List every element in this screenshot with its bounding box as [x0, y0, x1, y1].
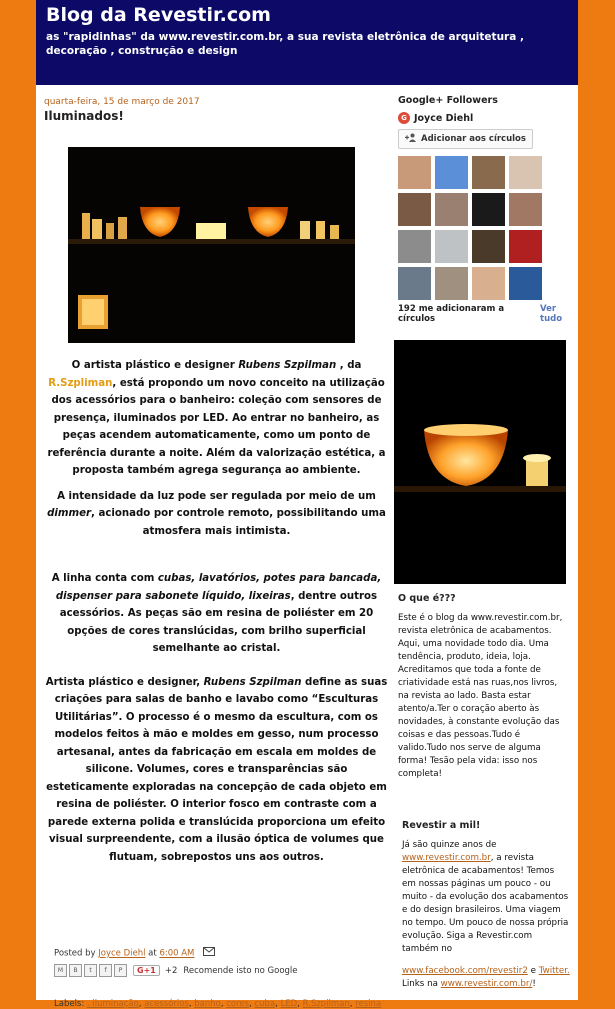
add-to-circles-button[interactable]: [398, 129, 533, 149]
label-link[interactable]: . iluminação: [86, 999, 139, 1009]
mil-text-d: Links na: [402, 979, 441, 989]
follower-avatar[interactable]: [472, 156, 505, 189]
followers-title: Google+ Followers: [398, 95, 498, 106]
label-link[interactable]: banho: [194, 999, 221, 1009]
see-all-link[interactable]: Ver tudo: [540, 304, 563, 324]
mil-text-c: e: [527, 966, 539, 976]
blog-description: as "rapidinhas" da www.revestir.com.br, a sua revista eletrônica de arquitetura , decoração , construção e design: [46, 31, 524, 57]
google-plus-icon: G: [398, 112, 410, 124]
p2-text-b: , acionado por controle remoto, possibilitando uma atmosfera mais intimista.: [91, 508, 386, 537]
post-date: quarta-feira, 15 de março de 2017: [44, 97, 200, 107]
follower-avatar[interactable]: [472, 230, 505, 263]
facebook-link[interactable]: www.facebook.com/revestir2: [402, 966, 528, 976]
user-name[interactable]: Joyce Diehl: [414, 112, 474, 124]
p4-text-b: define as suas criações para salas de banho e lavabo como “Esculturas Utilitárias”. O processo é o mesmo da escultura, com os modelos feitos à mão e moldes em gesso, num processo artesanal, antes da fabricação em escala em moldes de silicone. Volumes, cores e transparências são esteticamente exploradas na concepção de cada objeto em resina de poliéster. O interior fosco em contraste com a parede externa polida e translúcida proporciona um efeito visual surpreendente, com a ilusão óptica de volumes que flutuam, sobrepostos uns aos outros.: [46, 676, 388, 863]
mil-text-a: Já são quinze anos de: [402, 840, 497, 850]
p1-text-b: , da: [336, 360, 362, 371]
about-title: O que é???: [398, 593, 456, 604]
post-labels: Labels: . iluminação, acessórios, banho, cores, cuba, LED, R.Szpilman, resina: [54, 999, 382, 1009]
designer-name-2: Rubens Szpilman: [203, 676, 302, 688]
recommend-text: Recomende isto no Google: [183, 965, 298, 976]
email-post-icon[interactable]: [203, 947, 215, 959]
follower-avatar[interactable]: [435, 193, 468, 226]
share-twitter-button[interactable]: t: [84, 964, 97, 977]
follower-avatar[interactable]: [472, 193, 505, 226]
follower-avatar[interactable]: [509, 193, 542, 226]
post: [44, 97, 389, 1009]
plus-count: +2: [164, 965, 178, 976]
share-email-button[interactable]: M: [54, 964, 67, 977]
post-photo-illuminated-accessories[interactable]: [68, 147, 355, 343]
labels-title: Labels:: [54, 999, 87, 1009]
follower-avatar[interactable]: [435, 156, 468, 189]
rszpilman-link[interactable]: R.Szpliman: [48, 377, 113, 389]
follower-avatar[interactable]: [472, 267, 505, 300]
follower-avatar[interactable]: [398, 267, 431, 300]
label-link[interactable]: R.Szpilman: [302, 999, 350, 1009]
label-link[interactable]: acessórios: [144, 999, 189, 1009]
p1-text-c: , está propondo um novo conceito na utilização dos acessórios para o banheiro: coleção com sensores de presença, iluminados por LED. Ao entrar no banheiro, as peças acendem automaticamente, como um ponto de referência durante a noite. Além da valorização estética, a proposta também agrega segurança ao ambiente.: [47, 377, 386, 476]
share-bar: [54, 964, 389, 977]
revestir-text: [402, 839, 570, 991]
followers-user[interactable]: [398, 112, 576, 124]
share-pinterest-button[interactable]: P: [114, 964, 127, 977]
post-time-link[interactable]: 6:00 AM: [159, 948, 195, 959]
bowl-illustration: [394, 340, 566, 584]
paragraph-1: [44, 357, 389, 480]
blog-title[interactable]: Blog da Revestir.com: [46, 4, 271, 26]
follower-avatar[interactable]: [435, 267, 468, 300]
follower-avatar[interactable]: [398, 156, 431, 189]
author-link[interactable]: Joyce Diehl: [98, 948, 146, 959]
sidebar-photo-illuminated-bowl[interactable]: [394, 340, 566, 584]
follower-avatar[interactable]: [509, 267, 542, 300]
post-footer: [54, 947, 389, 1009]
p4-text-a: Artista plástico e designer,: [45, 676, 204, 688]
post-body: [44, 357, 389, 874]
product-list: cubas, lavatórios, potes para bancada, dispenser para sabonete líquido, lixeiras: [55, 573, 382, 602]
followers-count: 192 me adicionaram a círculos: [398, 304, 505, 324]
revestir-site-link[interactable]: www.revestir.com.br: [402, 853, 491, 863]
share-facebook-button[interactable]: f: [99, 964, 112, 977]
posted-by-label: Posted by: [54, 948, 99, 959]
follower-avatar[interactable]: [398, 230, 431, 263]
about-text: Este é o blog da www.revestir.com.br, revista eletrônica de acabamentos. Aqui, uma novidade todo dia. Uma tendência, produto, ideia, loja. Acreditamos que toda a fonte de criatividade está nas ruas,nos livros, na revista ao lado. Basta estar atento/a.Ter o coração aberto às novidades, à constante evolução das coisas e das pessoas.Tudo é valido.Tudo nos serve de alguma forma! Tesão pela vida: isso nos completa!: [398, 613, 563, 779]
lamps-illustration: [68, 147, 355, 343]
p2-text-a: A intensidade da luz pode ser regulada por meio de um: [57, 490, 376, 502]
follower-avatar[interactable]: [435, 230, 468, 263]
p3-text-b: , dentre outros acessórios. As peças são em resina de poliéster em 20 opções de cores translúcidas, com brilho superficial semelhante ao cristal.: [59, 590, 378, 654]
paragraph-4: [44, 674, 389, 867]
content-area: [36, 85, 578, 1009]
label-link[interactable]: cuba: [254, 999, 276, 1009]
follower-avatars: [398, 156, 576, 300]
add-person-icon: [405, 133, 417, 145]
add-button-label: Adicionar aos círculos: [421, 134, 526, 144]
at-label: at: [145, 948, 160, 959]
paragraph-3: [44, 570, 389, 658]
revestir-title: Revestir a mil!: [402, 820, 481, 831]
follower-avatar[interactable]: [509, 230, 542, 263]
label-link[interactable]: cores: [226, 999, 250, 1009]
about-widget: [398, 593, 570, 781]
follower-avatar[interactable]: [398, 193, 431, 226]
dimmer-term: dimmer: [47, 508, 92, 519]
p3-text-a: A linha conta com: [51, 573, 158, 584]
mil-text-e: !: [532, 979, 536, 989]
posted-by: [54, 947, 389, 959]
mil-text-b: , a revista eletrônica de acabamentos! Temos em nossas páginas um pouco - ou muito - da evolução dos acabamentos e do design brasileiros. Uma viagem no tempo. Um pouco de nossa própria evolução. Siga a Revestir.com também no: [402, 853, 569, 954]
blog-header: [36, 0, 578, 85]
label-link[interactable]: resina: [355, 999, 382, 1009]
designer-name: Rubens Szpilman: [238, 360, 337, 371]
followers-widget: [398, 95, 576, 326]
gplus-button[interactable]: G+1: [133, 965, 160, 976]
paragraph-2: [44, 488, 389, 541]
p1-text-a: O artista plástico e designer: [71, 360, 239, 371]
follower-avatar[interactable]: [509, 156, 542, 189]
revestir-site-link-2[interactable]: www.revestir.com.br/: [440, 979, 533, 989]
share-blog-button[interactable]: B: [69, 964, 82, 977]
label-link[interactable]: LED: [280, 999, 298, 1009]
post-title[interactable]: Iluminados!: [44, 109, 124, 123]
twitter-link[interactable]: Twitter.: [538, 966, 570, 976]
followers-footer: [398, 304, 576, 326]
revestir-widget: [402, 820, 570, 991]
